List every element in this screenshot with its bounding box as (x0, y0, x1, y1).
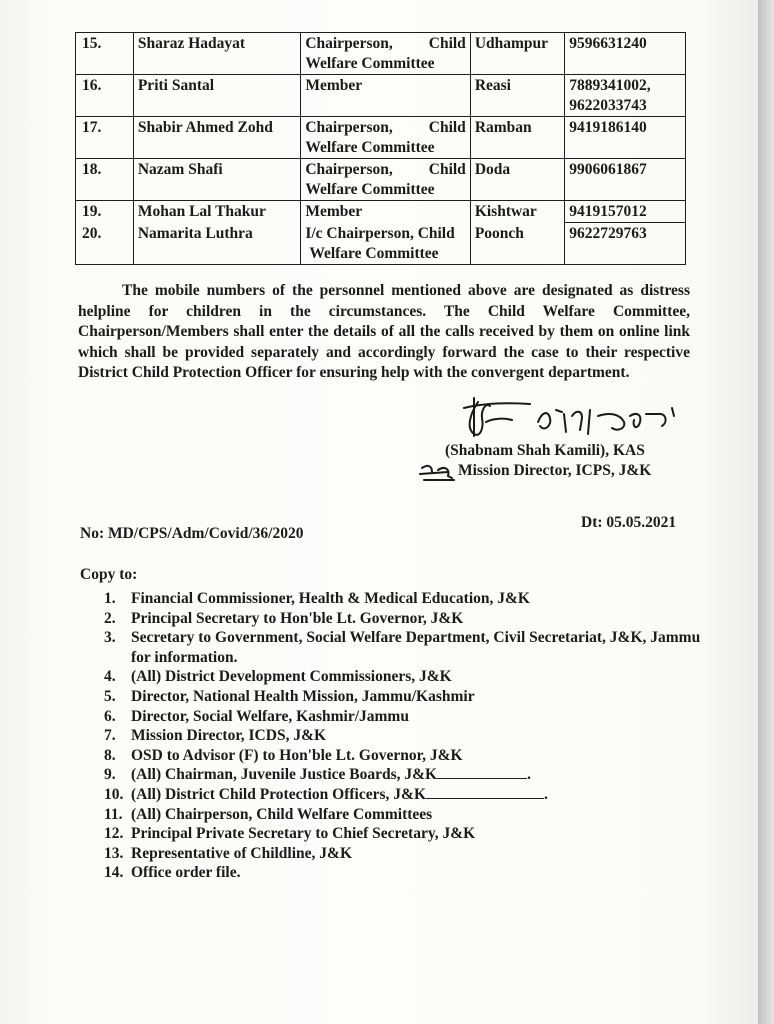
designation (301, 33, 471, 75)
designation: Member (301, 201, 471, 223)
item-number: 6. (104, 707, 116, 725)
list-item (104, 687, 704, 707)
item-number: 8. (104, 746, 116, 764)
item-number: 14. (104, 864, 124, 882)
item-number: 1. (104, 590, 116, 607)
body-paragraph: The mobile numbers of the personnel mentioned above are designated as distress helpline for children in the circumstances. The Child Welfare Committee, Chairperson/Members shall enter the details of all the calls received by them on online link which shall be provided separately and accordingly forward the case to their respective District Child Protection Officer for ensuring help with the convergent department. (78, 282, 690, 381)
item-number: 7. (104, 727, 116, 745)
item-text: Director, National Health Mission, Jammu/Kashmir (131, 687, 475, 705)
designation-part: Child (428, 161, 466, 178)
table-row (76, 75, 686, 117)
blank-underline (426, 786, 544, 799)
phone-number: 9419157012 (565, 201, 686, 223)
phone-number (565, 75, 686, 117)
designation-part: Welfare Committee (305, 55, 435, 72)
item-number: 2. (104, 609, 116, 627)
phone-number: 9622729763 (565, 223, 686, 265)
list-item (104, 667, 704, 687)
serial-number: 18. (76, 159, 134, 201)
district: Poonch (470, 223, 564, 265)
item-number: 4. (104, 668, 116, 686)
district: Kishtwar (470, 201, 564, 223)
designation (301, 159, 471, 201)
item-text: (All) District Development Commissioners, J&K (131, 668, 452, 686)
list-item (104, 589, 704, 609)
designation: Member (301, 75, 471, 117)
page-edge (758, 0, 774, 1024)
serial-number: 15. (76, 33, 134, 75)
table-row (76, 223, 686, 265)
list-item (104, 785, 704, 805)
list-item (104, 746, 704, 766)
person-name: Sharaz Hadayat (133, 33, 300, 75)
personnel-table (75, 32, 686, 265)
item-number: 9. (104, 766, 116, 784)
designation-part: Welfare Committee (309, 244, 439, 262)
item-text: Mission Director, ICDS, J&K (131, 727, 327, 745)
phone-line: 9622033743 (569, 97, 647, 114)
item-text: Principal Secretary to Hon'ble Lt. Governor, J&K (131, 609, 464, 627)
list-item (104, 726, 704, 746)
table-row (76, 117, 686, 159)
designation (301, 117, 471, 159)
serial-number: 19. (76, 201, 134, 223)
person-name: Namarita Luthra (133, 223, 300, 265)
copy-to-heading: Copy to: (80, 566, 138, 583)
reference-number: No: MD/CPS/Adm/Covid/36/2020 (80, 525, 304, 542)
signatory-name: (Shabnam Shah Kamili), KAS (445, 442, 645, 459)
district: Udhampur (470, 33, 564, 75)
table-row (76, 33, 686, 75)
designation-part: Child (428, 119, 466, 136)
item-text-label: (All) Chairman, Juvenile Justice Boards, J&K (131, 766, 438, 784)
district: Reasi (470, 75, 564, 117)
item-number: 5. (104, 687, 116, 705)
designation-part: Welfare Committee (305, 181, 435, 198)
designation (301, 223, 471, 265)
item-text: OSD to Advisor (F) to Hon'ble Lt. Governor, J&K (131, 746, 463, 764)
item-text-label: (All) District Child Protection Officers, J&K (131, 785, 426, 803)
list-item (104, 765, 704, 785)
item-text: (All) District Child Protection Officers, J&K . (131, 785, 548, 803)
district: Ramban (470, 117, 564, 159)
handwritten-signature (460, 392, 690, 444)
designation-part: I/c Chairperson, Child (305, 224, 455, 242)
item-text: Secretary to Government, Social Welfare Department, Civil Secretariat, J&K, Jammu for information. (131, 629, 701, 666)
item-number: 10. (104, 785, 124, 803)
serial-number: 16. (76, 75, 134, 117)
designation-part: Chairperson, (305, 119, 393, 136)
signatory-title: Mission Director, ICPS, J&K (458, 462, 652, 479)
person-name: Shabir Ahmed Zohd (133, 117, 300, 159)
copy-to-list (104, 589, 704, 883)
initials-mark (418, 460, 458, 484)
list-item (104, 805, 704, 825)
designation-part: Chairperson, (305, 161, 393, 178)
item-number: 3. (104, 629, 116, 647)
person-name: Mohan Lal Thakur (133, 201, 300, 223)
table-row (76, 201, 686, 223)
phone-number: 9419186140 (565, 117, 686, 159)
item-text: Financial Commissioner, Health & Medical Education, J&K (131, 590, 530, 607)
serial-number: 20. (76, 223, 134, 265)
item-number: 13. (104, 844, 124, 862)
item-number: 12. (104, 825, 124, 843)
item-text: Principal Private Secretary to Chief Secretary, J&K (131, 825, 476, 843)
designation-part: Child (428, 35, 466, 52)
document-date: Dt: 05.05.2021 (581, 514, 677, 531)
item-number: 11. (104, 805, 123, 823)
phone-line: 7889341002, (569, 77, 651, 94)
list-item (104, 628, 704, 667)
list-item (104, 863, 704, 883)
blank-underline (437, 766, 527, 779)
serial-number: 17. (76, 117, 134, 159)
person-name: Priti Santal (133, 75, 300, 117)
list-item (104, 824, 704, 844)
item-text: Office order file. (131, 864, 241, 882)
item-text: Director, Social Welfare, Kashmir/Jammu (131, 707, 409, 725)
designation-part: Welfare Committee (305, 139, 435, 156)
item-text: (All) Chairperson, Child Welfare Committees (131, 805, 433, 823)
item-text: (All) Chairman, Juvenile Justice Boards, J&K . (131, 766, 531, 784)
item-text: Representative of Childline, J&K (131, 844, 353, 862)
person-name: Nazam Shafi (133, 159, 300, 201)
phone-number: 9596631240 (565, 33, 686, 75)
list-item (104, 707, 704, 727)
table-row (76, 159, 686, 201)
list-item (104, 844, 704, 864)
district: Doda (470, 159, 564, 201)
list-item (104, 609, 704, 629)
designation-part: Chairperson, (305, 35, 393, 52)
phone-number: 9906061867 (565, 159, 686, 201)
